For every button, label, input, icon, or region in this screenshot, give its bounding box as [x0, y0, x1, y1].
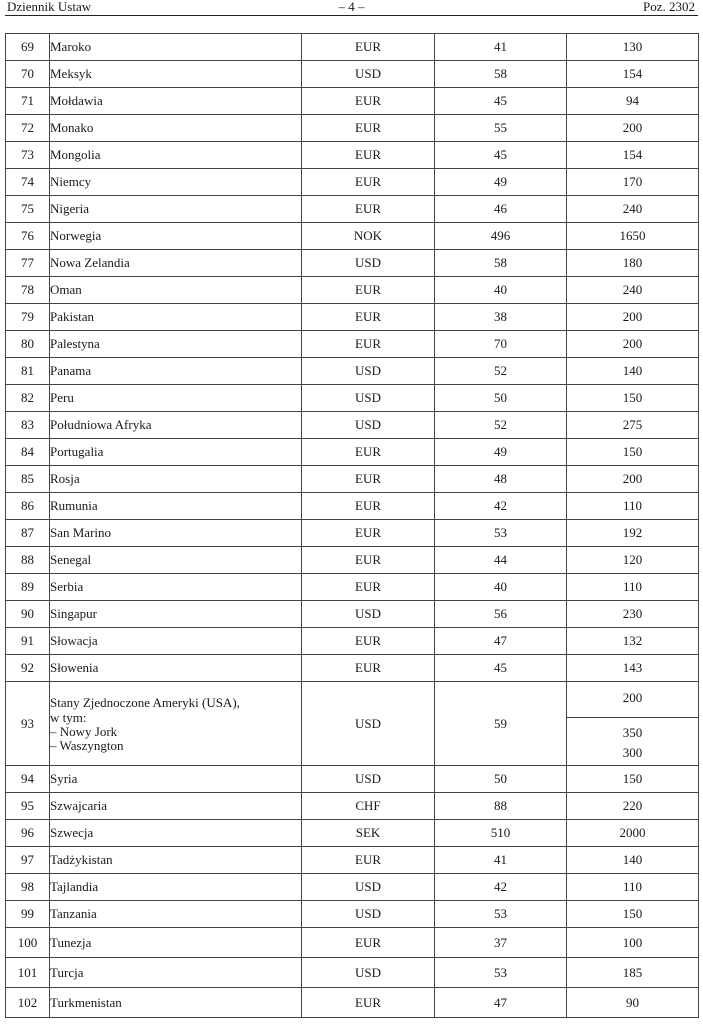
daily-allowance-cell: 45	[435, 655, 567, 682]
daily-allowance-cell: 58	[435, 250, 567, 277]
accommodation-limit-cell: 200	[567, 304, 699, 331]
country-name: Tunezja	[50, 928, 302, 958]
currency-cell: EUR	[302, 34, 435, 61]
position-number: Poz. 2302	[643, 0, 695, 14]
accommodation-limit-cell: 2000	[567, 820, 699, 847]
accommodation-limit-cell: 94	[567, 88, 699, 115]
country-name: Szwecja	[50, 820, 302, 847]
accommodation-limit-cell: 154	[567, 142, 699, 169]
daily-allowance-cell: 510	[435, 820, 567, 847]
daily-allowance-cell: 42	[435, 874, 567, 901]
row-number: 102	[6, 988, 50, 1018]
currency-cell: EUR	[302, 655, 435, 682]
table-row	[6, 223, 699, 250]
accommodation-limit-cell: 110	[567, 574, 699, 601]
currency-cell: EUR	[302, 115, 435, 142]
currency-cell: USD	[302, 61, 435, 88]
country-name: Portugalia	[50, 439, 302, 466]
country-name: Szwajcaria	[50, 793, 302, 820]
daily-allowance-cell: 47	[435, 988, 567, 1018]
accommodation-limit-cell: 100	[567, 928, 699, 958]
row-number: 72	[6, 115, 50, 142]
country-name: Tanzania	[50, 901, 302, 928]
country-name: Pakistan	[50, 304, 302, 331]
accommodation-limit-cell: 110	[567, 874, 699, 901]
currency-cell: EUR	[302, 547, 435, 574]
daily-allowance-cell: 37	[435, 928, 567, 958]
accommodation-limit-cell: 140	[567, 358, 699, 385]
accommodation-limit-cell: 150	[567, 766, 699, 793]
daily-allowance-cell: 42	[435, 493, 567, 520]
accommodation-limit-cell: 143	[567, 655, 699, 682]
currency-cell: USD	[302, 682, 435, 766]
table-row	[6, 466, 699, 493]
table-row	[6, 196, 699, 223]
row-number: 93	[6, 682, 50, 766]
currency-cell: EUR	[302, 439, 435, 466]
row-number: 97	[6, 847, 50, 874]
country-name: Nigeria	[50, 196, 302, 223]
currency-cell: USD	[302, 901, 435, 928]
accommodation-limit-cell: 180	[567, 250, 699, 277]
currency-cell: EUR	[302, 88, 435, 115]
table-row	[6, 34, 699, 61]
accommodation-limit-cell: 200	[567, 331, 699, 358]
table-row	[6, 142, 699, 169]
row-number: 96	[6, 820, 50, 847]
city-new-york: – Nowy Jork	[50, 723, 118, 739]
currency-cell: EUR	[302, 628, 435, 655]
accommodation-limit-cell: 110	[567, 493, 699, 520]
daily-allowance-cell: 46	[435, 196, 567, 223]
table-row	[6, 901, 699, 928]
daily-allowance-cell: 58	[435, 61, 567, 88]
accommodation-limit-cell: 154	[567, 61, 699, 88]
city-washington: – Waszyngton	[50, 737, 124, 753]
table-row	[6, 766, 699, 793]
country-name: Rosja	[50, 466, 302, 493]
row-number: 81	[6, 358, 50, 385]
row-number: 99	[6, 901, 50, 928]
table-row	[6, 493, 699, 520]
currency-cell: EUR	[302, 169, 435, 196]
currency-cell: EUR	[302, 928, 435, 958]
currency-cell: EUR	[302, 574, 435, 601]
table-row-usa	[6, 682, 699, 766]
currency-cell: EUR	[302, 988, 435, 1018]
daily-allowance-cell: 44	[435, 547, 567, 574]
table-row	[6, 793, 699, 820]
daily-allowance-cell: 53	[435, 958, 567, 988]
daily-allowance-cell: 41	[435, 34, 567, 61]
row-number: 75	[6, 196, 50, 223]
row-number: 79	[6, 304, 50, 331]
country-name: Niemcy	[50, 169, 302, 196]
accommodation-limit-sub	[567, 717, 698, 763]
country-name: Nowa Zelandia	[50, 250, 302, 277]
table-row	[6, 115, 699, 142]
table-row	[6, 958, 699, 988]
accommodation-limit-new-york: 350	[622, 724, 643, 740]
country-name: Tadżykistan	[50, 847, 302, 874]
country-name-line2: w tym:	[50, 709, 87, 725]
page-number: – 4 –	[338, 0, 365, 14]
accommodation-limit-cell: 90	[567, 988, 699, 1018]
row-number: 78	[6, 277, 50, 304]
row-number: 91	[6, 628, 50, 655]
table-row	[6, 61, 699, 88]
row-number: 86	[6, 493, 50, 520]
row-number: 84	[6, 439, 50, 466]
table-row	[6, 628, 699, 655]
country-name: Południowa Afryka	[50, 412, 302, 439]
accommodation-limit-cell: 120	[567, 547, 699, 574]
row-number: 82	[6, 385, 50, 412]
table-row	[6, 874, 699, 901]
country-name: Peru	[50, 385, 302, 412]
country-name: Serbia	[50, 574, 302, 601]
currency-cell: EUR	[302, 520, 435, 547]
table-row	[6, 88, 699, 115]
table-row	[6, 277, 699, 304]
accommodation-limit-cell: 192	[567, 520, 699, 547]
accommodation-limit-main: 200	[622, 689, 643, 705]
country-name: Monako	[50, 115, 302, 142]
country-name	[50, 682, 302, 766]
row-number: 70	[6, 61, 50, 88]
daily-allowance-cell: 53	[435, 901, 567, 928]
country-name: Mongolia	[50, 142, 302, 169]
table-row	[6, 169, 699, 196]
country-name: Senegal	[50, 547, 302, 574]
currency-cell: USD	[302, 412, 435, 439]
accommodation-limit-cell: 275	[567, 412, 699, 439]
accommodation-limit-cell: 200	[567, 115, 699, 142]
row-number: 69	[6, 34, 50, 61]
accommodation-limit-cell: 150	[567, 901, 699, 928]
daily-allowance-cell: 41	[435, 847, 567, 874]
accommodation-limit-cell: 185	[567, 958, 699, 988]
daily-allowance-cell: 52	[435, 358, 567, 385]
table-row	[6, 520, 699, 547]
daily-allowance-cell: 53	[435, 520, 567, 547]
row-number: 77	[6, 250, 50, 277]
daily-allowance-cell: 49	[435, 439, 567, 466]
currency-cell: USD	[302, 874, 435, 901]
daily-allowance-cell: 59	[435, 682, 567, 766]
country-name: Słowenia	[50, 655, 302, 682]
currency-cell: EUR	[302, 277, 435, 304]
row-number: 76	[6, 223, 50, 250]
country-name: Turcja	[50, 958, 302, 988]
table-body-usa	[6, 682, 699, 766]
daily-allowance-cell: 88	[435, 793, 567, 820]
daily-allowance-cell: 49	[435, 169, 567, 196]
daily-allowance-cell: 50	[435, 766, 567, 793]
country-name: Turkmenistan	[50, 988, 302, 1018]
currency-cell: SEK	[302, 820, 435, 847]
table-body-rest	[6, 766, 699, 1018]
country-name: Maroko	[50, 34, 302, 61]
table-row	[6, 358, 699, 385]
accommodation-limit-cell: 230	[567, 601, 699, 628]
row-number: 74	[6, 169, 50, 196]
table-body-main	[6, 34, 699, 682]
row-number: 101	[6, 958, 50, 988]
row-number: 98	[6, 874, 50, 901]
row-number: 73	[6, 142, 50, 169]
row-number: 80	[6, 331, 50, 358]
daily-allowance-cell: 50	[435, 385, 567, 412]
currency-cell: EUR	[302, 331, 435, 358]
row-number: 95	[6, 793, 50, 820]
accommodation-limit-cell: 170	[567, 169, 699, 196]
country-name: Panama	[50, 358, 302, 385]
currency-cell: USD	[302, 766, 435, 793]
row-number: 71	[6, 88, 50, 115]
accommodation-limit-cell: 200	[567, 466, 699, 493]
table-row	[6, 250, 699, 277]
daily-allowance-cell: 48	[435, 466, 567, 493]
accommodation-limit-cell: 240	[567, 277, 699, 304]
table-row	[6, 928, 699, 958]
page-header	[5, 0, 698, 16]
daily-allowance-cell: 55	[435, 115, 567, 142]
country-name-line1: Stany Zjednoczone Ameryki (USA),	[50, 694, 240, 710]
country-name: Oman	[50, 277, 302, 304]
country-name: Słowacja	[50, 628, 302, 655]
daily-allowance-cell: 38	[435, 304, 567, 331]
table-row	[6, 385, 699, 412]
country-name: San Marino	[50, 520, 302, 547]
country-name: Palestyna	[50, 331, 302, 358]
currency-cell: USD	[302, 958, 435, 988]
currency-cell: EUR	[302, 847, 435, 874]
accommodation-limit-cell: 150	[567, 385, 699, 412]
allowance-table	[5, 33, 699, 1018]
table-row	[6, 820, 699, 847]
table-row	[6, 988, 699, 1018]
row-number: 85	[6, 466, 50, 493]
accommodation-limit-cell: 132	[567, 628, 699, 655]
table-row	[6, 331, 699, 358]
currency-cell: EUR	[302, 196, 435, 223]
currency-cell: USD	[302, 385, 435, 412]
country-name: Norwegia	[50, 223, 302, 250]
row-number: 94	[6, 766, 50, 793]
accommodation-limit-cell: 140	[567, 847, 699, 874]
journal-title: Dziennik Ustaw	[7, 0, 92, 14]
currency-cell: USD	[302, 601, 435, 628]
daily-allowance-cell: 45	[435, 88, 567, 115]
daily-allowance-cell: 47	[435, 628, 567, 655]
currency-cell: USD	[302, 250, 435, 277]
daily-allowance-cell: 496	[435, 223, 567, 250]
row-number: 83	[6, 412, 50, 439]
currency-cell: CHF	[302, 793, 435, 820]
accommodation-limit-cell	[567, 682, 699, 766]
accommodation-limit-cell: 240	[567, 196, 699, 223]
accommodation-limit-cell: 1650	[567, 223, 699, 250]
daily-allowance-cell: 52	[435, 412, 567, 439]
table-row	[6, 547, 699, 574]
row-number: 88	[6, 547, 50, 574]
currency-cell: USD	[302, 358, 435, 385]
daily-allowance-cell: 40	[435, 277, 567, 304]
country-name: Rumunia	[50, 493, 302, 520]
accommodation-limit-cell: 220	[567, 793, 699, 820]
accommodation-limit-cell: 130	[567, 34, 699, 61]
currency-cell: EUR	[302, 493, 435, 520]
table-row	[6, 847, 699, 874]
accommodation-limit-washington: 300	[622, 744, 643, 760]
currency-cell: EUR	[302, 142, 435, 169]
country-name: Syria	[50, 766, 302, 793]
currency-cell: EUR	[302, 466, 435, 493]
row-number: 89	[6, 574, 50, 601]
daily-allowance-cell: 56	[435, 601, 567, 628]
country-name: Meksyk	[50, 61, 302, 88]
daily-allowance-cell: 45	[435, 142, 567, 169]
country-name: Mołdawia	[50, 88, 302, 115]
table-row	[6, 574, 699, 601]
table-row	[6, 601, 699, 628]
daily-allowance-cell: 70	[435, 331, 567, 358]
country-name: Tajlandia	[50, 874, 302, 901]
currency-cell: EUR	[302, 304, 435, 331]
country-name: Singapur	[50, 601, 302, 628]
accommodation-limit-cell: 150	[567, 439, 699, 466]
daily-allowance-cell: 40	[435, 574, 567, 601]
row-number: 92	[6, 655, 50, 682]
table-row	[6, 655, 699, 682]
row-number: 90	[6, 601, 50, 628]
table-row	[6, 304, 699, 331]
row-number: 100	[6, 928, 50, 958]
table-row	[6, 412, 699, 439]
currency-cell: NOK	[302, 223, 435, 250]
row-number: 87	[6, 520, 50, 547]
table-row	[6, 439, 699, 466]
